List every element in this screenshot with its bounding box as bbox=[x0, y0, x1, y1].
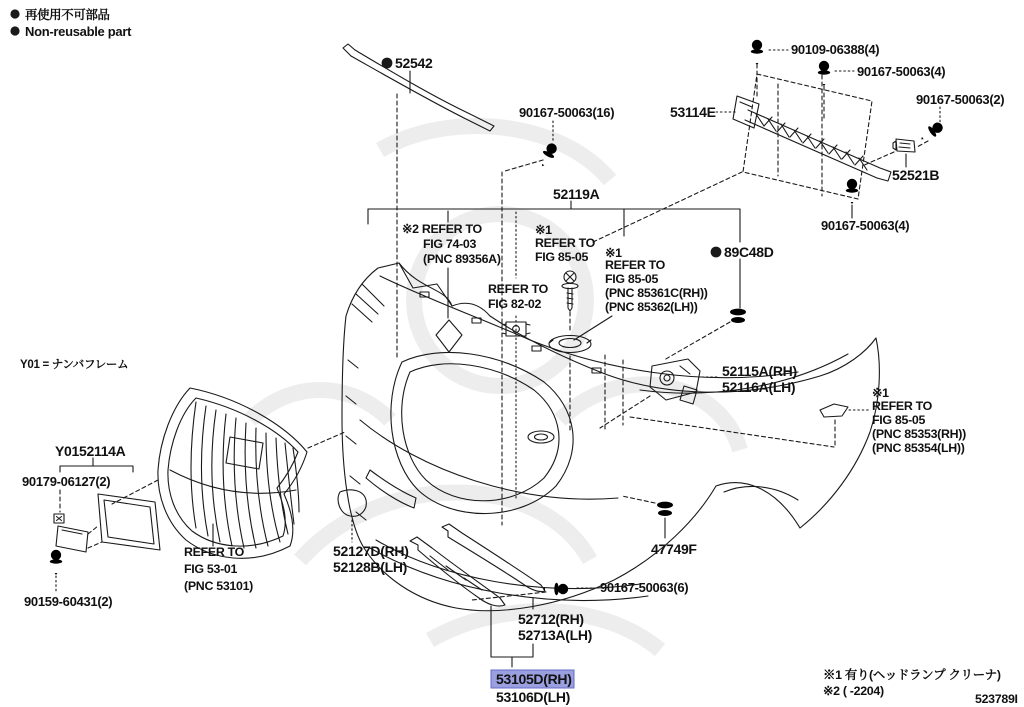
part-label-90167-50063-4b[interactable]: 90167-50063(4) bbox=[821, 218, 910, 233]
part-label-90179-06127[interactable]: 90179-06127(2) bbox=[22, 474, 111, 489]
refer-line: ※1 bbox=[605, 246, 622, 260]
note-asterisk2: ※2 ( -2204) bbox=[823, 684, 884, 698]
screw-icon bbox=[846, 179, 858, 204]
grille-accent bbox=[170, 470, 296, 493]
grille-slat bbox=[201, 406, 208, 536]
support-hatching bbox=[764, 117, 863, 165]
refer-fig53-block bbox=[184, 545, 253, 593]
non-reusable-bullet bbox=[10, 9, 19, 18]
part-label-90167-50063-4a[interactable]: 90167-50063(4) bbox=[857, 64, 946, 79]
part-52521B-drawing bbox=[893, 139, 915, 167]
flat-clip bbox=[820, 404, 848, 417]
grille-slat bbox=[212, 410, 220, 542]
refer-line: (PNC 89356A) bbox=[423, 252, 501, 266]
grille-slat bbox=[285, 443, 294, 524]
non-reusable-bullet bbox=[711, 247, 722, 258]
grille-slat bbox=[223, 414, 232, 546]
dash-screw16-diag bbox=[505, 160, 543, 171]
clip-shape bbox=[893, 139, 915, 152]
part-label-52119A[interactable]: 52119A bbox=[553, 186, 600, 202]
dash-52521B bbox=[862, 141, 928, 166]
dash-grille-bumper bbox=[308, 432, 345, 448]
part-label-52542[interactable]: 52542 bbox=[395, 55, 433, 71]
grommet-89C48D-icon bbox=[730, 309, 746, 323]
part-label-52116A[interactable]: 52116A(LH) bbox=[722, 379, 796, 395]
bracket-diamond bbox=[436, 320, 462, 352]
refer-line: ※2 REFER TO bbox=[402, 222, 482, 236]
refer-line: FIG 82-02 bbox=[488, 297, 542, 311]
refer-line: ※1 bbox=[535, 223, 552, 237]
refer-fig85b-block bbox=[605, 246, 708, 314]
refer-line: (PNC 85353(RH)) bbox=[872, 427, 966, 441]
refer-line: (PNC 85361C(RH)) bbox=[605, 286, 708, 300]
plate-frame-inner bbox=[104, 500, 154, 544]
screw-icon bbox=[818, 61, 830, 86]
grommet-47749F-icon bbox=[657, 502, 673, 516]
note-y01: Y01 = ナンバフレーム bbox=[20, 359, 129, 371]
dash-grille-plate bbox=[112, 480, 158, 504]
refer-line: REFER TO bbox=[535, 236, 596, 250]
dash-screw6 bbox=[472, 592, 546, 600]
refer-line: REFER TO bbox=[872, 399, 933, 413]
refer-line: (PNC 53101) bbox=[184, 579, 254, 593]
labels bbox=[10, 7, 1017, 706]
part-label-52521B[interactable]: 52521B bbox=[892, 167, 940, 183]
dash-fig85a-to-support bbox=[593, 172, 742, 242]
strip-detail bbox=[430, 556, 482, 590]
support-hatching bbox=[756, 114, 867, 170]
refer-fig85a-block bbox=[535, 223, 596, 264]
grille-slat bbox=[191, 402, 196, 528]
mount-tab bbox=[532, 346, 541, 351]
refer-fig85c-block bbox=[872, 386, 966, 455]
screw-icon bbox=[751, 40, 763, 65]
part-label-52712[interactable]: 52712(RH) bbox=[518, 611, 584, 627]
part-label-47749F[interactable]: 47749F bbox=[651, 541, 697, 557]
watermark-shape bbox=[250, 390, 390, 420]
legend-en: Non-reusable part bbox=[25, 24, 132, 39]
grille-outer-frame bbox=[158, 388, 307, 558]
refer-line: FIG 85-05 bbox=[605, 272, 659, 286]
part-label-53114E[interactable]: 53114E bbox=[670, 104, 716, 120]
part-label-52128B[interactable]: 52128B(LH) bbox=[333, 559, 408, 575]
part-label-90159-60431[interactable]: 90159-60431(2) bbox=[24, 594, 113, 609]
corner-hatch bbox=[352, 284, 384, 322]
part-label-90167-50063-16[interactable]: 90167-50063(16) bbox=[519, 105, 615, 120]
background-watermark bbox=[250, 126, 740, 650]
figure-code: 523789I bbox=[975, 692, 1018, 706]
plate-bracket bbox=[56, 526, 88, 552]
support-screw-dashes bbox=[757, 64, 824, 118]
bracket-Y0152114A bbox=[60, 458, 133, 472]
part-label-52127D[interactable]: 52127D(RH) bbox=[333, 543, 409, 559]
dash-plate bbox=[88, 526, 102, 548]
dash-47749F bbox=[622, 496, 655, 503]
cleaner-bolt-icon bbox=[562, 271, 578, 311]
part-label-89C48D[interactable]: 89C48D bbox=[724, 244, 774, 260]
square-nut-cross bbox=[57, 517, 62, 521]
bolt-washer bbox=[562, 283, 578, 288]
part-label-53105D-selected[interactable]: 53105D(RH) bbox=[496, 671, 572, 687]
emblem-hole bbox=[226, 437, 263, 469]
refer-line: REFER TO bbox=[184, 545, 245, 559]
note-asterisk1: ※1 有り(ヘッドランプ クリーナ) bbox=[823, 668, 1001, 682]
plate-frame bbox=[98, 494, 160, 550]
dash-52115A-to-bumper bbox=[600, 396, 650, 428]
part-label-Y0152114A[interactable]: Y0152114A bbox=[55, 443, 126, 459]
legend-jp: 再使用不可部品 bbox=[25, 8, 110, 22]
refer-line: (PNC 85354(LH)) bbox=[872, 441, 965, 455]
refer-line: FIG 74-03 bbox=[423, 237, 477, 251]
screw-icon bbox=[50, 550, 62, 575]
part-label-90167-50063-2[interactable]: 90167-50063(2) bbox=[916, 92, 1005, 107]
sensor-hole-inner bbox=[535, 434, 548, 440]
refer-line: FIG 53-01 bbox=[184, 562, 238, 576]
refer-line: ※1 bbox=[872, 386, 889, 400]
part-53114E-drawing bbox=[733, 64, 891, 199]
non-reusable-bullet bbox=[10, 26, 19, 35]
sensor-hole bbox=[528, 431, 554, 443]
non-reusable-bullet bbox=[382, 58, 393, 69]
construction-lines bbox=[112, 94, 835, 525]
refer-line: FIG 85-05 bbox=[872, 413, 926, 427]
refer-line: (PNC 85362(LH)) bbox=[605, 300, 698, 314]
grille-53101-drawing bbox=[158, 388, 307, 558]
part-label-52115A[interactable]: 52115A(RH) bbox=[722, 363, 797, 379]
refer-fig82-block bbox=[488, 282, 549, 311]
refer-line: REFER TO bbox=[605, 258, 666, 272]
refer-line: REFER TO bbox=[488, 282, 549, 296]
support-end-cap bbox=[733, 96, 759, 128]
part-label-52713A[interactable]: 52713A(LH) bbox=[518, 627, 593, 643]
bolt-shank bbox=[567, 288, 573, 311]
fig85c-clip-icon bbox=[820, 404, 870, 417]
part-label-90167-50063-6[interactable]: 90167-50063(6) bbox=[600, 580, 689, 595]
part-label-53106D[interactable]: 53106D(LH) bbox=[496, 689, 571, 705]
left-edge-hatch bbox=[346, 360, 366, 520]
strip-52712-LH bbox=[410, 537, 505, 606]
part-label-90109-06388[interactable]: 90109-06388(4) bbox=[791, 42, 880, 57]
refer-line: FIG 85-05 bbox=[535, 250, 589, 264]
watermark-shape bbox=[380, 126, 610, 180]
screw-icon bbox=[918, 120, 946, 145]
watermark-shape bbox=[560, 384, 740, 450]
bolt-cross bbox=[566, 273, 574, 281]
screw-icon bbox=[543, 583, 568, 595]
dash-89C48D-to-52115A bbox=[664, 322, 730, 360]
